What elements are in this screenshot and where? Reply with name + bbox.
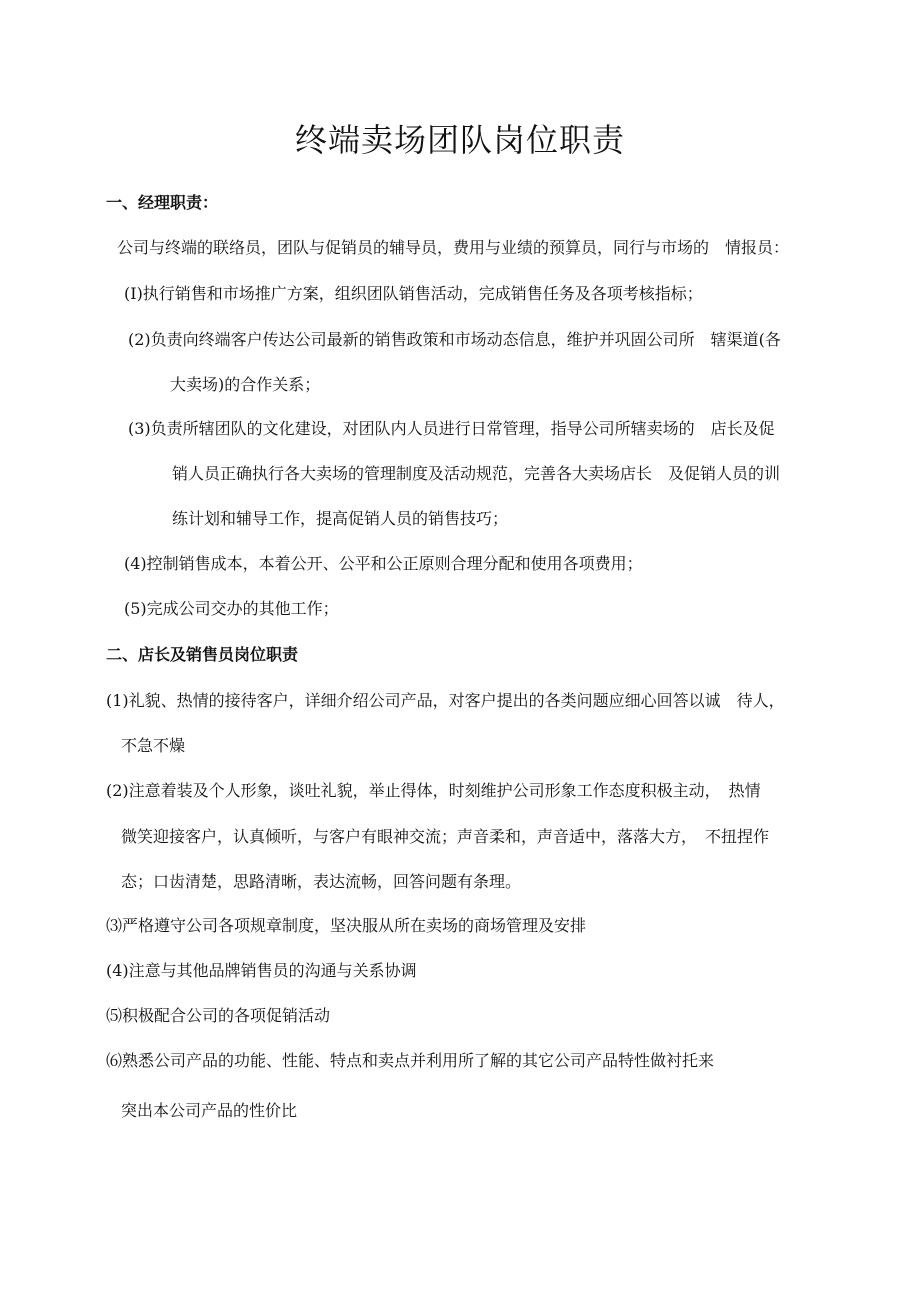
list-item-line: 销人员正确执行各大卖场的管理制度及活动规范，完善各大卖场店长 及促销人员的训 [172,464,781,483]
list-item-line: 微笑迎接客户，认真倾听，与客户有眼神交流；声音柔和，声音适中，落落大方， 不扭捏作 [121,827,770,846]
list-item-line: ⑸积极配合公司的各项促销活动 [106,1006,331,1025]
list-item-line: 态；口齿清楚，思路清晰，表达流畅，回答问题有条理。 [121,872,522,891]
list-item-line: 练计划和辅导工作，提高促销人员的销售技巧； [172,509,509,528]
list-item-line: (5)完成公司交办的其他工作； [124,599,339,618]
page-title: 终端卖场团队岗位职责 [294,121,625,159]
section-heading-manager: 一、经理职责： [106,193,219,212]
list-item-line: (2)注意着装及个人形象，谈吐礼貌，举止得体，时刻维护公司形象工作态度积极主动， 热情 [106,781,761,800]
list-item-line: 大卖场)的合作关系； [170,375,321,394]
list-item-line: (4)注意与其他品牌销售员的沟通与关系协调 [106,961,417,980]
section-heading-staff: 二、店长及销售员岗位职责 [106,645,299,664]
section-intro: 公司与终端的联络员，团队与促销员的辅导员，费用与业绩的预算员，同行与市场的 情报员： [117,238,790,257]
list-item-line: 不急不燥 [121,736,186,755]
list-item-line: ⑶严格遵守公司各项规章制度，坚决服从所在卖场的商场管理及安排 [106,916,587,935]
list-item-line: (3)负责所辖团队的文化建设，对团队内人员进行日常管理，指导公司所辖卖场的 店长及促 [128,419,775,438]
list-item-line: 突出本公司产品的性价比 [121,1101,298,1120]
list-item-line: (2)负责向终端客户传达公司最新的销售政策和市场动态信息，维护并巩固公司所 辖渠道(各 [128,330,781,349]
list-item-line: (4)控制销售成本，本着公开、公平和公正原则合理分配和使用各项费用； [124,554,643,573]
list-item-line: (1)礼貌、热情的接待客户，详细介绍公司产品，对客户提出的各类问题应细心回答以诚 待人， [106,691,785,710]
list-item-line: ⑹熟悉公司产品的功能、性能、特点和卖点并利用所了解的其它公司产品特性做衬托来 [106,1051,715,1070]
list-item-line: (I)执行销售和市场推广方案，组织团队销售活动，完成销售任务及各项考核指标； [124,284,703,303]
